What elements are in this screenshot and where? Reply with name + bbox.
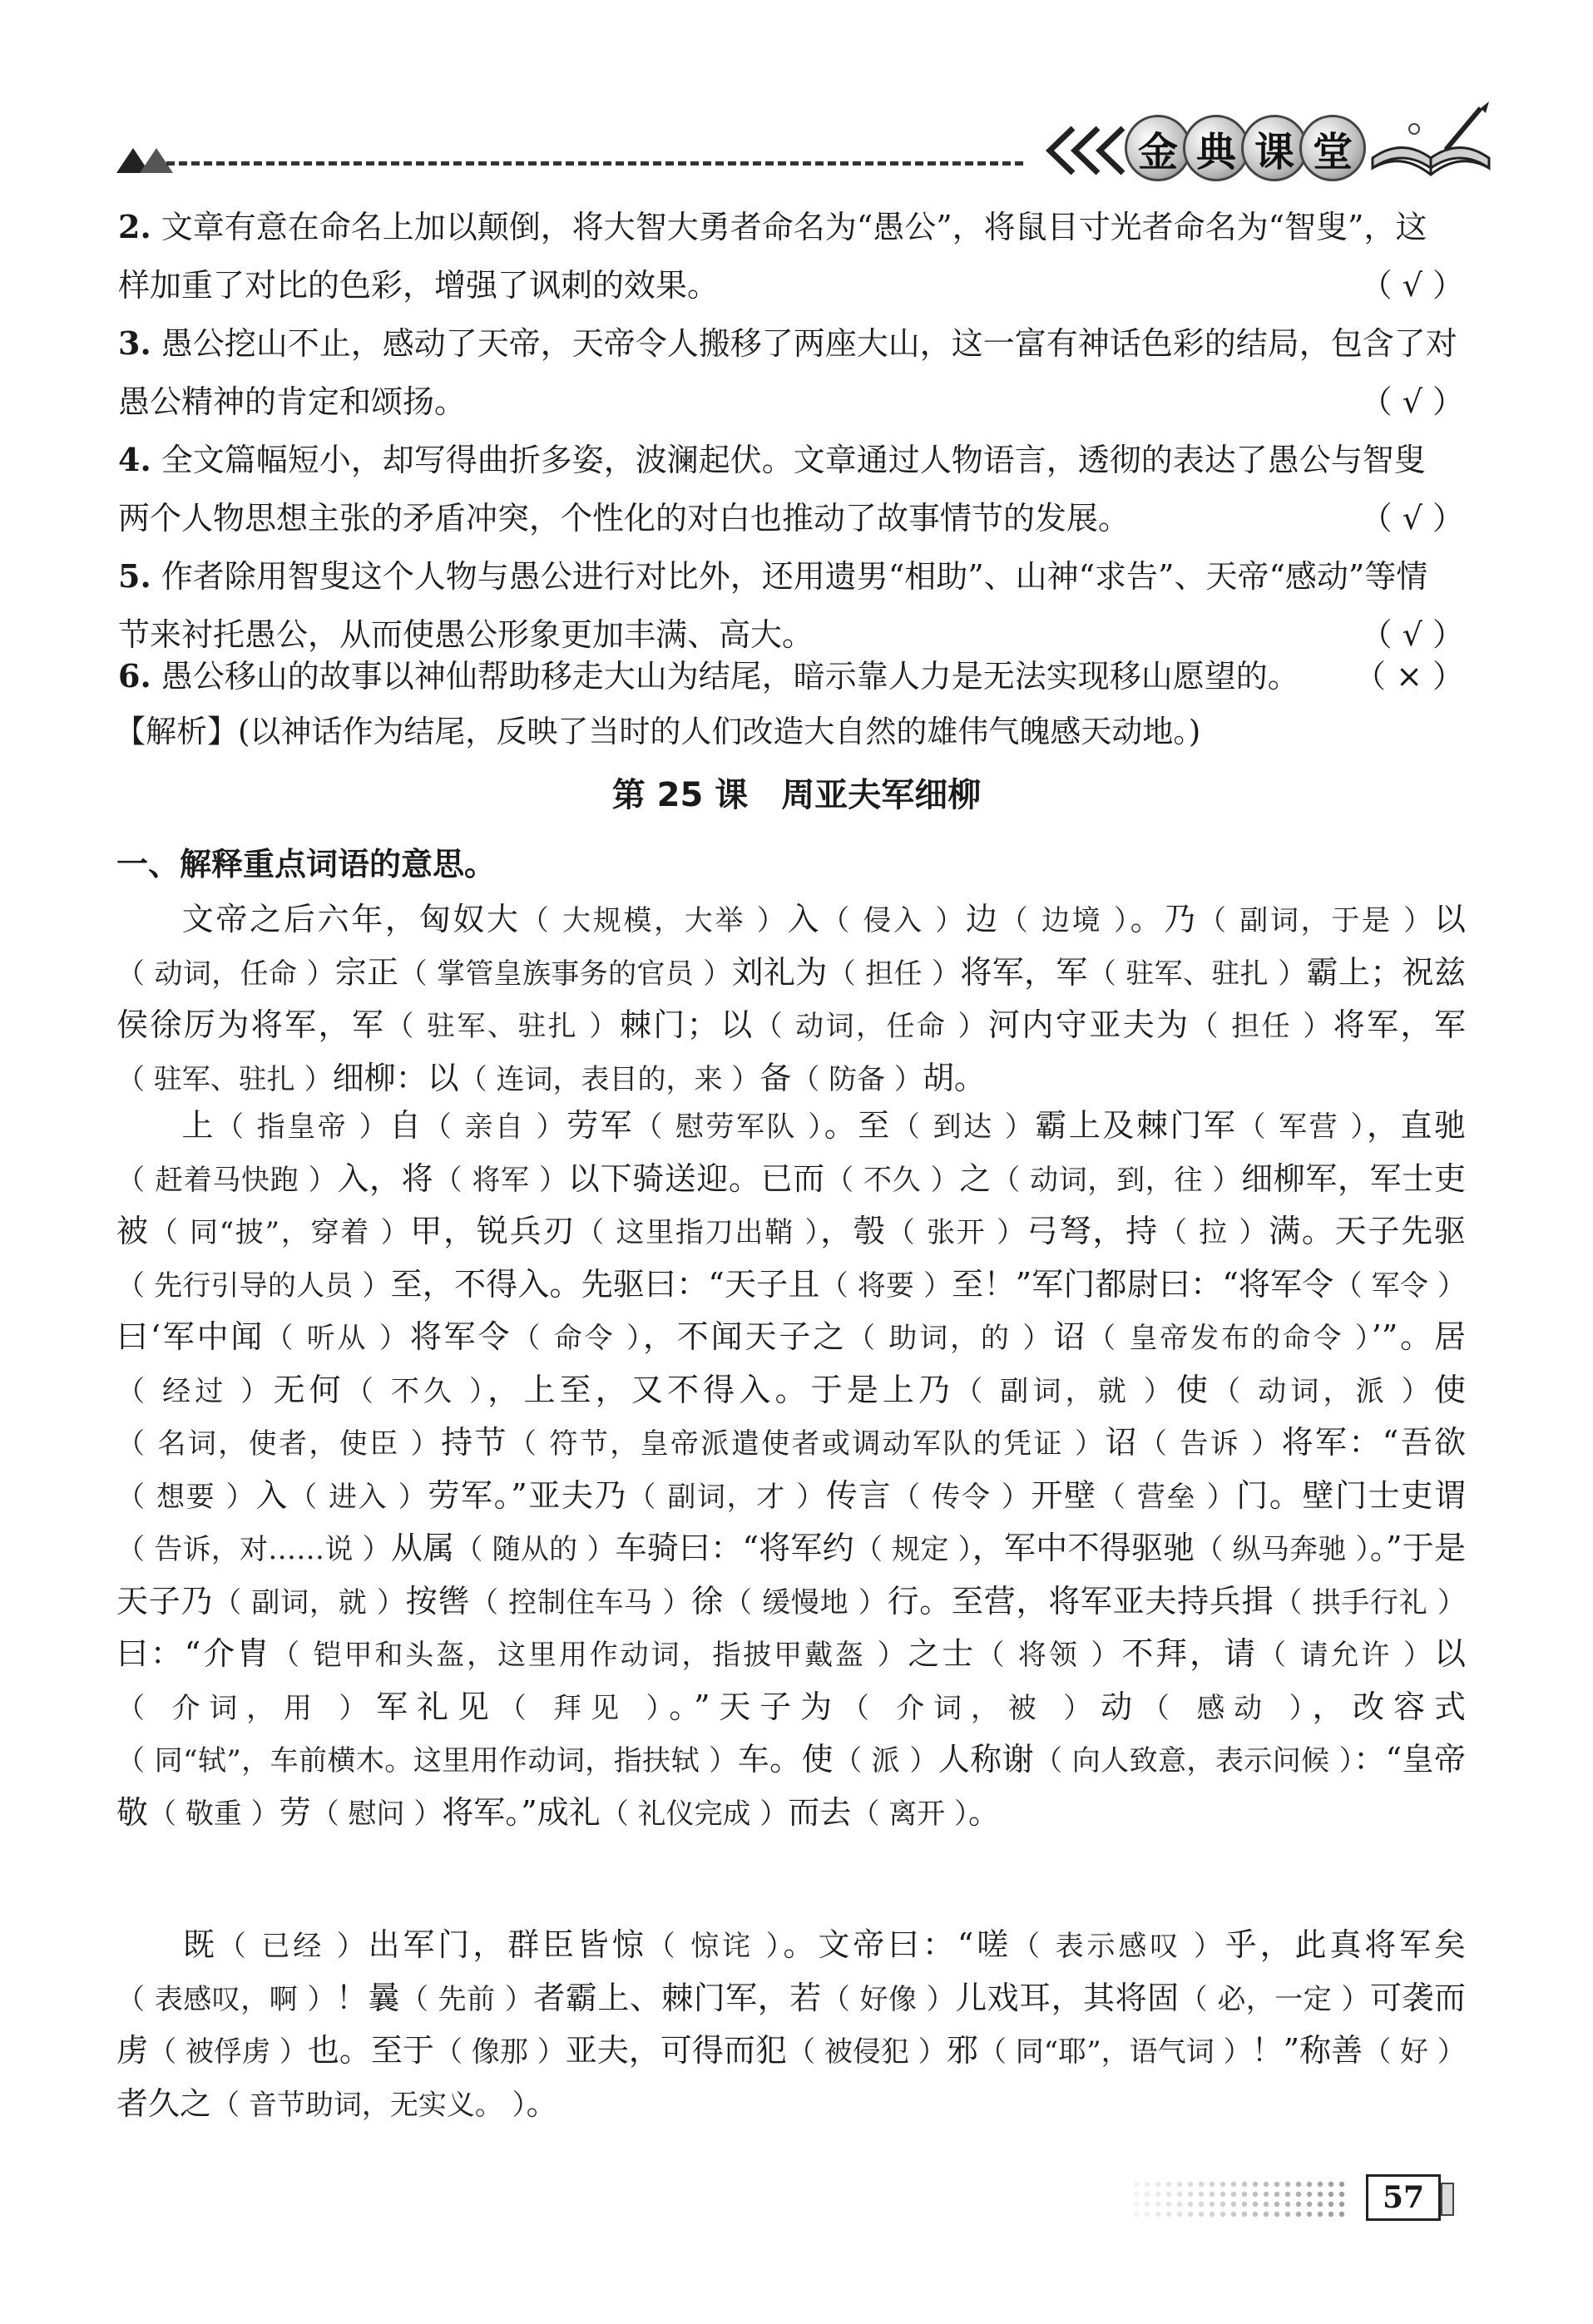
passage-text: 儿戏耳，其将固: [955, 1979, 1180, 2016]
passage-text: 乎，此真将军矣: [1224, 1926, 1466, 1963]
item-text: 愚公精神的肯定和颂扬。: [118, 383, 467, 420]
word-gloss: （ 军营 ）: [1237, 1110, 1367, 1144]
item-number: 6.: [118, 657, 151, 695]
passage-text: 甲，锐兵刃: [410, 1213, 576, 1249]
word-gloss: （ 离开 ）: [851, 1797, 968, 1831]
passage-text: 可袭而虏: [116, 1979, 1466, 2069]
passage-text: 开壁: [1031, 1476, 1097, 1514]
page-header: [0, 0, 1593, 175]
passage-text: ，直驰: [1366, 1107, 1466, 1144]
passage-text: 。”于是天子乃: [116, 1530, 1466, 1619]
word-gloss: （ 副词，就 ）: [213, 1585, 406, 1619]
item-text: 作者除用智叟这个人物与愚公进行对比外，还用遗男“相助”、山神“求告”、天帝“感动”等情: [161, 558, 1428, 595]
word-gloss: （ 拉 ）: [1158, 1216, 1269, 1249]
item-text: 节来衬托愚公，从而使愚公形象更加丰满、高大。: [118, 616, 814, 653]
brand-char-2: 典: [1183, 115, 1249, 181]
word-gloss: （ 同“耶”，语气词 ）: [977, 2035, 1252, 2069]
passage-text: 曰：“介胄: [116, 1635, 271, 1672]
passage-text: 以: [1433, 1635, 1466, 1672]
passage-text: 车骑曰：“将军约: [615, 1530, 854, 1566]
brand-char-4: 堂: [1299, 115, 1366, 181]
passage-text: 诏: [1053, 1318, 1088, 1355]
word-gloss: （ 慰问 ）: [310, 1797, 443, 1831]
passage-text: 。至: [824, 1107, 892, 1144]
passage-text: 棘门；以: [619, 1006, 754, 1043]
word-gloss: （ 敬重 ）: [148, 1797, 280, 1831]
passage-text: 之: [959, 1160, 992, 1197]
word-gloss: （ 慰劳军队 ）: [634, 1110, 824, 1144]
answer-mark: （ √ ）: [1360, 616, 1464, 653]
word-gloss: （ 担任 ）: [1190, 1010, 1333, 1043]
word-gloss: （ 将要 ）: [819, 1268, 952, 1303]
item-number: 4.: [118, 441, 151, 478]
passage-text: 满。天子先驱: [1269, 1213, 1466, 1249]
word-gloss: （ 介词，用 ）: [116, 1691, 377, 1725]
passage-text: 徐: [691, 1582, 724, 1619]
passage-text: 无何: [273, 1371, 345, 1408]
passage-text: 刘礼为: [731, 953, 828, 991]
word-gloss: （ 营垒 ）: [1096, 1480, 1237, 1514]
passage-text: 。乃: [1130, 901, 1199, 937]
passage-text: 。文帝曰：“嗟: [783, 1926, 1012, 1963]
passage-text: 使: [1176, 1371, 1213, 1408]
word-gloss: （ 侵入 ）: [821, 904, 967, 937]
passage-text: ，上至，又不得入。于是上乃: [487, 1371, 955, 1408]
word-gloss: （ 传令 ）: [892, 1480, 1031, 1514]
word-gloss: （ 军令 ）: [1333, 1268, 1466, 1303]
word-gloss: （ 礼仪完成 ）: [600, 1797, 789, 1831]
word-gloss: （ 必，一定 ）: [1179, 1982, 1371, 2016]
item-number: 3.: [118, 324, 151, 362]
word-gloss: （ 赶着马快跑 ）: [116, 1163, 338, 1197]
passage-text: 将军。”成礼: [442, 1793, 601, 1831]
word-gloss: （ 向人致意，表示问候 ）: [1034, 1744, 1354, 1778]
passage-text: 者久之: [116, 2084, 212, 2122]
passage-text: 者霸上、棘门军，若: [533, 1979, 822, 2016]
item-number: 2.: [118, 208, 151, 245]
item-text: 全文篇幅短小，却写得曲折多姿，波澜起伏。文章通过人物语言，透彻的表达了愚公与智叟: [161, 442, 1426, 478]
passage-text: 。: [967, 1793, 1000, 1831]
passage-text: ：“皇帝敬: [116, 1741, 1466, 1831]
word-gloss: （ 先前 ）: [399, 1982, 534, 2016]
passage-text: 传言: [825, 1476, 893, 1514]
triangle-ornament-icon: [140, 148, 173, 173]
passage-text: 持节: [441, 1424, 508, 1461]
word-gloss: （ 感动 ）: [1140, 1691, 1313, 1725]
word-gloss: （ 表示感叹 ）: [1012, 1930, 1225, 1963]
word-gloss: （ 请允许 ）: [1257, 1639, 1434, 1672]
page-tab-ornament: [1441, 2183, 1454, 2216]
word-gloss: （ 张开 ）: [886, 1216, 1027, 1249]
passage-text: 河内守亚夫为: [987, 1006, 1190, 1043]
passage-text: 将军：“吾欲: [1281, 1424, 1466, 1461]
passage-text: 入: [255, 1476, 289, 1514]
passage-text: 动: [1101, 1688, 1141, 1725]
passage-text: 。: [526, 2084, 558, 2122]
passage-text: 诏: [1105, 1424, 1139, 1461]
word-gloss: （ 介词，被 ）: [840, 1691, 1101, 1725]
passage-text: 文帝之后六年，匈奴大: [180, 901, 521, 937]
passage-text: 自: [389, 1107, 423, 1144]
answer-mark: （ √ ）: [1360, 383, 1464, 420]
passage-text: ，军中不得驱驰: [972, 1530, 1195, 1566]
brand-char-1: 金: [1125, 115, 1191, 181]
word-gloss: （ 皇帝发布的命令 ）: [1087, 1322, 1372, 1355]
open-book-pen-icon: [1364, 100, 1497, 183]
word-gloss: （ 告诉 ）: [1138, 1427, 1282, 1461]
word-gloss: （ 像那 ）: [433, 2035, 566, 2069]
passage-text: 既: [180, 1926, 218, 1963]
passage-text: 出军门，群臣皆惊: [368, 1926, 647, 1963]
passage-text: 边: [966, 901, 1000, 937]
passage-text: ，彀: [820, 1213, 887, 1249]
footer-dot-pattern: [1131, 2179, 1348, 2221]
passage-paragraph-3: [116, 1920, 1466, 2131]
word-gloss: （ 派 ）: [833, 1744, 938, 1778]
word-gloss: （ 名词，使者，使臣 ）: [116, 1427, 442, 1461]
word-gloss: （ 控制住车马 ）: [470, 1585, 692, 1619]
word-gloss: （ 符节，皇帝派遣使者或调动军队的凭证 ）: [507, 1427, 1106, 1461]
passage-text: 曰‘军中闻: [116, 1318, 265, 1355]
passage-text: ，改容式: [1312, 1688, 1466, 1725]
word-gloss: （ 副词，于是 ）: [1198, 904, 1434, 937]
word-gloss: （ 这里指刀出鞘 ）: [576, 1216, 821, 1249]
passage-text: 以下骑送迎。已而: [567, 1160, 825, 1197]
passage-paragraph-2: [116, 1100, 1466, 1840]
word-gloss: （ 将军 ）: [433, 1163, 568, 1197]
passage-text: ’”。居: [1371, 1318, 1466, 1355]
word-gloss: （ 同“轼”，车前横木。这里用作动词，指扶轼 ）: [116, 1744, 738, 1778]
word-gloss: （ 音节助词，无实义。 ）: [211, 2088, 527, 2122]
item-text: 愚公移山的故事以神仙帮助移走大山为结尾，暗示靠人力是无法实现移山愿望的。: [161, 658, 1299, 695]
passage-text: 。”天子为: [669, 1688, 841, 1725]
word-gloss: （ 防备 ）: [791, 1062, 923, 1096]
word-gloss: （ 好 ）: [1363, 2035, 1466, 2069]
passage-text: 至！”军门都尉曰：“将军令: [952, 1265, 1334, 1303]
passage-text: 而去: [788, 1793, 852, 1831]
double-chevron-left-icon: [1040, 123, 1131, 178]
passage-text: ！”称善: [1251, 2032, 1363, 2069]
answer-mark: （ √ ）: [1360, 267, 1464, 304]
passage-text: 至，不得入。先驱曰：“天子且: [390, 1265, 820, 1303]
word-gloss: （ 惊诧 ）: [646, 1930, 784, 1963]
analysis-note: 【解析】(以神话作为结尾，反映了当时的人们改造大自然的雄伟气魄感天动地。): [115, 714, 1201, 749]
word-gloss: （ 表感叹，啊 ）: [116, 1982, 336, 2016]
word-gloss: （ 动词，派 ）: [1212, 1374, 1434, 1408]
word-gloss: （ 先行引导的人员 ）: [116, 1268, 391, 1303]
page-number: 57: [1366, 2174, 1441, 2221]
passage-text: ！曩: [335, 1979, 400, 2016]
passage-text: 使: [1433, 1371, 1466, 1408]
passage-text: 将军令: [409, 1318, 512, 1355]
word-gloss: （ 听从 ）: [265, 1322, 410, 1355]
word-gloss: （ 被侵犯 ）: [787, 2035, 947, 2069]
word-gloss: （ 纵马奔驰 ）: [1195, 1533, 1370, 1566]
lesson-title: 第 25 课 周亚夫军细柳: [611, 776, 982, 814]
word-gloss: （ 动词，任命 ）: [754, 1010, 988, 1043]
passage-text: 军礼见: [376, 1688, 498, 1725]
passage-text: 弓弩，持: [1026, 1213, 1159, 1249]
word-gloss: （ 助词，的 ）: [846, 1322, 1054, 1355]
passage-text: 门。壁门士吏谓: [1236, 1476, 1466, 1514]
item-text: 文章有意在命名上加以颠倒，将大智大勇者命名为“愚公”，将鼠目寸光者命名为“智叟”，这: [161, 209, 1427, 245]
word-gloss: （ 不久 ）: [824, 1163, 960, 1197]
word-gloss: （ 被俘虏 ）: [148, 2035, 308, 2069]
exercise-item-2: [118, 198, 1464, 314]
item-text: 愚公挖山不止，感动了天帝，天帝令人搬移了两座大山，这一富有神话色彩的结局，包含了对: [161, 325, 1457, 362]
word-gloss: （ 命令 ）: [512, 1322, 643, 1355]
word-gloss: （ 经过 ）: [116, 1374, 274, 1408]
item-number: 5.: [118, 557, 151, 595]
brand-char-3: 课: [1241, 115, 1308, 181]
passage-text: 劳: [279, 1793, 311, 1831]
word-gloss: （ 副词，就 ）: [954, 1374, 1176, 1408]
passage-text: 上: [180, 1107, 215, 1144]
word-gloss: （ 拜见 ）: [497, 1691, 670, 1725]
word-gloss: （ 拱手行礼 ）: [1274, 1585, 1466, 1619]
passage-text: 胡。: [922, 1059, 986, 1096]
word-gloss: （ 规定 ）: [853, 1533, 972, 1566]
exercise-item-5: [118, 547, 1464, 664]
word-gloss: （ 动词，到，往 ）: [992, 1163, 1242, 1197]
passage-text: 车。使: [737, 1741, 834, 1778]
passage-text: 之士: [908, 1635, 977, 1672]
section-heading: 一、解释重点词语的意思。: [116, 846, 497, 883]
word-gloss: （ 连词，表目的，来 ）: [458, 1062, 760, 1096]
word-gloss: （ 不久 ）: [344, 1374, 488, 1408]
passage-text: 劳军。”亚夫乃: [428, 1476, 628, 1514]
passage-text: 备: [759, 1059, 792, 1096]
word-gloss: （ 指皇帝 ）: [215, 1110, 390, 1144]
passage-text: 细柳军，军士吏被: [116, 1160, 1466, 1249]
passage-paragraph-1: [116, 894, 1466, 1105]
passage-text: 邪: [946, 2032, 978, 2069]
passage-text: 宗正: [334, 953, 399, 991]
word-gloss: （ 副词，才 ）: [627, 1480, 826, 1514]
word-gloss: （ 好像 ）: [821, 1982, 956, 2016]
passage-text: 亚夫，可得而犯: [565, 2032, 788, 2069]
word-gloss: （ 驻军、驻扎 ）: [385, 1010, 620, 1043]
word-gloss: （ 同“披”，穿着 ）: [149, 1216, 411, 1249]
item-text: 两个人物思想主张的矛盾冲突，个性化的对白也推动了故事情节的发展。: [118, 500, 1130, 536]
word-gloss: （ 亲自 ）: [423, 1110, 567, 1144]
item-text: 样加重了对比的色彩，增强了讽刺的效果。: [118, 267, 720, 304]
passage-text: 按辔: [405, 1582, 471, 1619]
passage-text: 霸上及棘门军: [1035, 1107, 1238, 1144]
word-gloss: （ 告诉，对……说 ）: [116, 1533, 391, 1566]
passage-text: 行。至营，将军亚夫持兵揖: [887, 1582, 1274, 1619]
word-gloss: （ 到达 ）: [891, 1110, 1036, 1144]
passage-text: 将军，军: [960, 953, 1088, 991]
header-dashed-rule: [166, 161, 1023, 166]
word-gloss: （ 大规模，大举 ）: [520, 904, 788, 937]
word-gloss: （ 想要 ）: [116, 1480, 256, 1514]
exercise-item-3: [118, 314, 1464, 431]
passage-text: 也。至于: [307, 2032, 434, 2069]
word-gloss: （ 边境 ）: [999, 904, 1130, 937]
word-gloss: （ 缓慢地 ）: [723, 1585, 888, 1619]
word-gloss: （ 驻军、驻扎 ）: [116, 1062, 333, 1096]
passage-text: 以: [1433, 901, 1466, 937]
word-gloss: （ 掌管皇族事务的官员 ）: [398, 957, 732, 991]
passage-text: 将军，军: [1333, 1006, 1466, 1043]
exercise-item-4: [118, 431, 1464, 547]
passage-text: 霸上；祝兹侯徐厉为将军，军: [116, 953, 1466, 1043]
passage-text: 人称谢: [937, 1741, 1035, 1778]
passage-text: ，不闻天子之: [642, 1318, 847, 1355]
word-gloss: （ 担任 ）: [827, 957, 961, 991]
passage-text: 入，将: [337, 1160, 434, 1197]
passage-text: 劳军: [566, 1107, 635, 1144]
answer-mark: （ √ ）: [1360, 500, 1464, 536]
word-gloss: （ 进入 ）: [289, 1480, 428, 1514]
word-gloss: （ 已经 ）: [217, 1930, 369, 1963]
word-gloss: （ 随从的 ）: [454, 1533, 616, 1566]
word-gloss: （ 将领 ）: [976, 1639, 1122, 1672]
passage-text: 细柳：以: [332, 1059, 459, 1096]
exercise-item-6: [118, 647, 1464, 705]
word-gloss: （ 铠甲和头盔，这里用作动词，指披甲戴盔 ）: [270, 1639, 908, 1672]
answer-mark: （ × ）: [1354, 658, 1464, 695]
word-gloss: （ 驻军、驻扎 ）: [1087, 957, 1307, 991]
passage-text: 从属: [390, 1530, 455, 1566]
passage-text: 不拜，请: [1121, 1635, 1258, 1672]
word-gloss: （ 动词，任命 ）: [116, 957, 335, 991]
passage-text: 入: [787, 901, 822, 937]
